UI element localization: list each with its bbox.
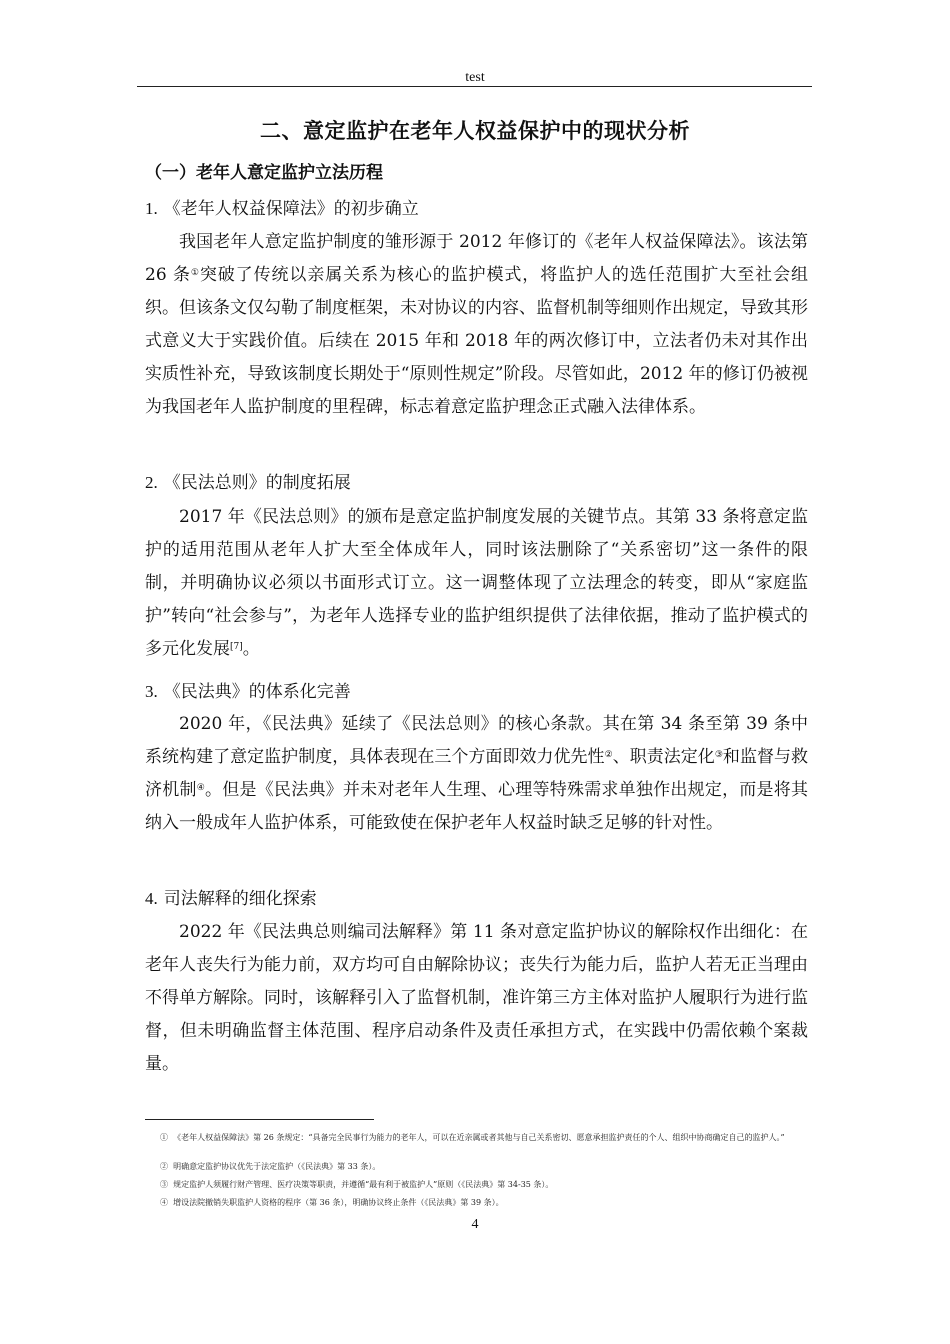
footnote-ref-2[interactable]: ②	[604, 750, 613, 760]
paragraph-text: 和监督与救济机制	[145, 747, 809, 800]
paragraph-4: 2022 年《民法典总则编司法解释》第 11 条对意定监护协议的解除权作出细化：在老年人丧失行为能力前，双方均可自由解除协议；丧失行为能力后，监护人若无正当理由不得单方解除。同时，该解释引入了监督机制，准许第三方主体对监护人履职行为进行监督，但未明确监督主体范围、程序启动条件及责任承担方式，在实践中仍需依赖个案裁量。	[145, 922, 808, 1074]
footnote-ref-4[interactable]: ④	[196, 783, 206, 793]
paragraph-3	[145, 708, 808, 840]
paragraph-text: 突破了传统以亲属关系为核心的监护模式，将监护人的选任范围扩大至社会组织。但该条文仅勾勒了制度框架，未对协议的内容、监督机制等细则作出规定，导致其形式意义大于实践价值。后续在 2015 年和 2018 年的两次修订中，立法者仍未对其作出实质性补充，导致该制度长期处于“原则性规定”阶段。尽管如此，2012 年的修订仍被视为我国老年人监护制度的里程碑，标志着意定监护理念正式融入法律体系。	[145, 265, 808, 417]
subsection-label: 《民法总则》的制度拓展	[163, 473, 351, 493]
footnote-separator	[145, 1119, 374, 1120]
subsection-number: 2.	[145, 473, 158, 492]
subsection-label: 《老年人权益保障法》的初步确立	[163, 199, 419, 219]
subsection-number: 4.	[145, 889, 158, 908]
section-heading: （一）老年人意定监护立法历程	[145, 163, 383, 183]
subsection-3-heading	[145, 677, 351, 702]
paragraph-1	[145, 226, 808, 424]
footnote-3: ③ 规定监护人须履行财产管理、医疗决策等职责，并遵循“最有利于被监护人”原则（《民法典》第 34-35 条）。	[160, 1180, 554, 1189]
subsection-label: 司法解释的细化探索	[163, 889, 317, 909]
subsection-number: 1.	[145, 199, 158, 218]
footnote-ref-1[interactable]: ①	[190, 268, 200, 278]
subsection-label: 《民法典》的体系化完善	[163, 682, 351, 702]
paragraph-text: 。但是《民法典》并未对老年人生理、心理等特殊需求单独作出规定，而是将其纳入一般成年人监护体系，可能致使在保护老年人权益时缺乏足够的针对性。	[145, 780, 809, 833]
subsection-4-heading	[145, 884, 317, 909]
chapter-title: 二、意定监护在老年人权益保护中的现状分析	[260, 119, 690, 143]
page-number: 4	[471, 1217, 479, 1232]
footnote-ref-3[interactable]: ③	[714, 750, 723, 760]
paragraph-text: 。	[242, 639, 260, 659]
paragraph-text: 、职责法定化	[612, 747, 715, 767]
subsection-number: 3.	[145, 682, 158, 701]
footnote-4: ④ 增设法院撤销失职监护人资格的程序（第 36 条），明确协议终止条件（《民法典》第 39 条）。	[160, 1198, 504, 1207]
paragraph-text: 2017 年《民法总则》的颁布是意定监护制度发展的关键节点。其第 33 条将意定监护的适用范围从老年人扩大至全体成年人，同时该法删除了“关系密切”这一条件的限制，并明确协议必须以书面形式订立。这一调整体现了立法理念的转变，即从“家庭监护”转向“社会参与”，为老年人选择专业的监护组织提供了法律依据，推动了监护模式的多元化发展	[145, 507, 808, 659]
footnote-2: ② 明确意定监护协议优先于法定监护（《民法典》第 33 条）。	[160, 1162, 381, 1171]
footnote-1: ① 《老年人权益保障法》第 26 条规定：“具备完全民事行为能力的老年人，可以在近亲属或者其他与自己关系密切、愿意承担监护责任的个人、组织中协商确定自己的监护人。”	[160, 1133, 785, 1142]
subsection-2-heading	[145, 468, 351, 493]
header-rule	[137, 86, 812, 87]
subsection-1-heading	[145, 194, 419, 219]
paragraph-2	[145, 501, 808, 666]
page-header: test	[465, 70, 485, 85]
paragraph-text: 我国老年人意定监护制度的雏形源于 2012 年修订的《老年人权益保障法》。该法第 26 条	[145, 232, 808, 285]
paragraph-text: 2020 年，《民法典》延续了《民法总则》的核心条款。其在第 34 条至第 39 条中系统构建了意定监护制度，具体表现在三个方面即效力优先性	[145, 714, 808, 767]
citation-ref[interactable]: [7]	[230, 642, 243, 652]
